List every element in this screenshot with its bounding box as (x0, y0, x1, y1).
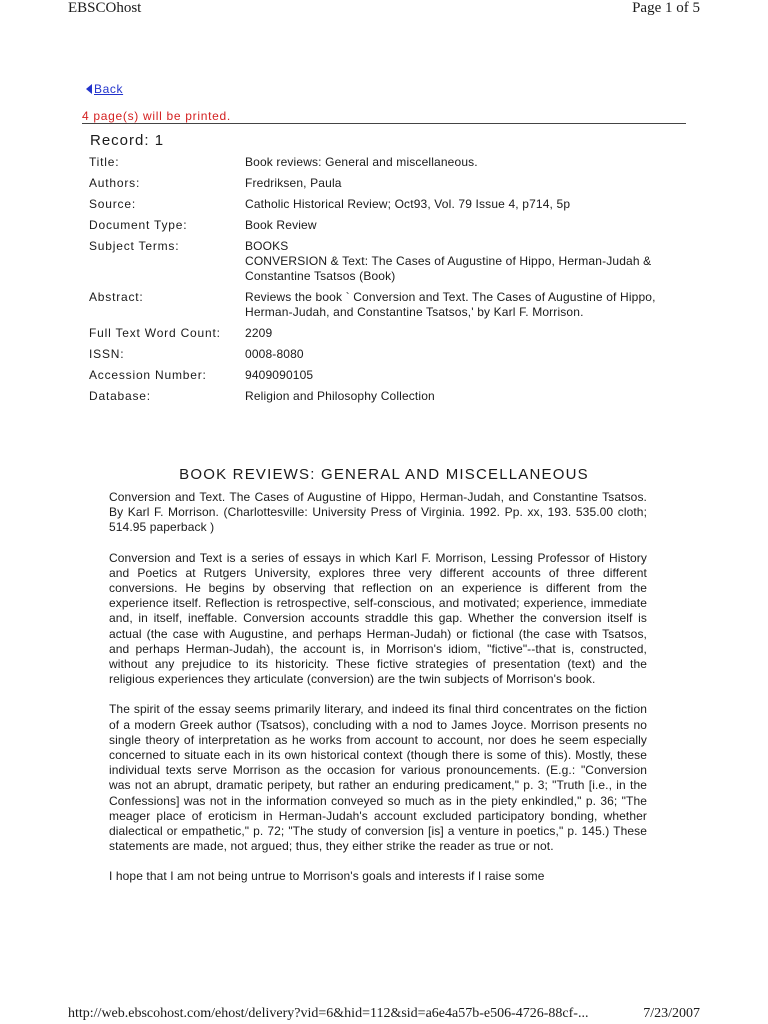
metadata-row (89, 176, 669, 191)
metadata-label: Document Type: (89, 218, 188, 232)
metadata-value-line: Book reviews: General and miscellaneous. (245, 155, 478, 169)
metadata-table (89, 155, 669, 410)
metadata-row (89, 218, 669, 233)
article-paragraph: Conversion and Text. The Cases of Augustine of Hippo, Herman-Judah, and Constantine Tsatsos. By Karl F. Morrison. (Charlottesville: University Press of Virginia. 1992. Pp. xx, 193. 535.00 cloth; 514.95 paperback ) (109, 490, 647, 535)
metadata-label: Accession Number: (89, 368, 207, 382)
page-indicator: Page 1 of 5 (632, 0, 700, 16)
metadata-label: Title: (89, 155, 120, 169)
metadata-value-line: 0008-8080 (245, 347, 304, 361)
metadata-value (245, 347, 669, 362)
metadata-value-line: Catholic Historical Review; Oct93, Vol. 79 Issue 4, p714, 5p (245, 197, 571, 211)
footer-url: http://web.ebscohost.com/ehost/delivery?vid=6&hid=112&sid=a6e4a57b-e506-4726-88cf-... (68, 1006, 589, 1021)
metadata-label: Subject Terms: (89, 239, 180, 253)
metadata-value (245, 368, 669, 383)
metadata-label: Source: (89, 197, 136, 211)
site-name: EBSCOhost (68, 0, 142, 16)
metadata-label: Database: (89, 389, 151, 403)
metadata-label: Abstract: (89, 290, 144, 304)
article-body (109, 490, 647, 900)
metadata-value (245, 326, 669, 341)
metadata-row (89, 239, 669, 284)
metadata-label: ISSN: (89, 347, 125, 361)
metadata-label: Authors: (89, 176, 141, 190)
metadata-value (245, 290, 669, 320)
metadata-row (89, 389, 669, 404)
metadata-value (245, 155, 669, 170)
metadata-value (245, 197, 669, 212)
metadata-row (89, 290, 669, 320)
metadata-value-line: 9409090105 (245, 368, 314, 382)
metadata-value (245, 239, 669, 284)
metadata-value-line: Book Review (245, 218, 317, 232)
metadata-value (245, 389, 669, 404)
metadata-row (89, 155, 669, 170)
metadata-value-line: 2209 (245, 326, 273, 340)
metadata-value-line: CONVERSION & Text: The Cases of Augustine of Hippo, Herman-Judah & Constantine Tsatsos (Book) (245, 254, 652, 283)
back-label[interactable]: Back (94, 82, 124, 96)
metadata-row (89, 326, 669, 341)
metadata-row (89, 347, 669, 362)
article-paragraph: I hope that I am not being untrue to Morrison's goals and interests if I raise some (109, 869, 545, 884)
divider (82, 123, 686, 124)
metadata-value (245, 218, 669, 233)
article-paragraph: The spirit of the essay seems primarily literary, and indeed its final third concentrates on the fiction of a modern Greek author (Tsatsos), concluding with a nod to James Joyce. Morrison presents no single theory of interpretation as he works from account to account, nor does he seem especially concerned to situate each in its own historical context (though there is some of this). Mostly, these individual texts serve Morrison as the occasion for various pronouncements. (E.g.: "Conversion was not an abrupt, dramatic peripety, but rather an enduring predicament," p. 3; "Truth [i.e., in the Confessions] was not in the information conveyed so much as in the piety enkindled," p. 36; "The meager place of eroticism in Herman-Judah's account excluded participatory bonding, whether dialectical or empathetic," p. 72; "The study of conversion [is] a venture in poetics," p. 145.) These statements are made, not argued; thus, they either strike the reader as true or not. (109, 702, 647, 854)
metadata-value (245, 176, 669, 191)
back-arrow-icon (86, 84, 92, 94)
record-heading: Record: 1 (90, 132, 165, 149)
metadata-value-line: BOOKS (245, 239, 289, 253)
metadata-value-line: Religion and Philosophy Collection (245, 389, 435, 403)
footer-date: 7/23/2007 (643, 1006, 700, 1021)
article-paragraph: Conversion and Text is a series of essays in which Karl F. Morrison, Lessing Professor of History and Poetics at Rutgers University, explores three very different accounts of three different conversions. He begins by observing that reflection on an experience is different from the experience itself. Reflection is retrospective, self-conscious, and motivated; experience, immediate and, in itself, ineffable. Conversion accounts straddle this gap. Whether the conversion itself is actual (the case with Augustine, and perhaps Herman-Judah) or fictional (the case with Tsatsos, and perhaps Herman-Judah), the account is, in Morrison's idiom, "fictive"--that is, constructed, without any prejudice to its historicity. These fictive strategies of presentation (text) and the religious experiences they articulate (conversion) are the twin subjects of Morrison's book. (109, 550, 647, 687)
print-notice: 4 page(s) will be printed. (82, 109, 231, 123)
metadata-label: Full Text Word Count: (89, 326, 221, 340)
metadata-value-line: Reviews the book ` Conversion and Text. The Cases of Augustine of Hippo, Herman-Judah, and Constantine Tsatsos,' by Karl F. Morrison. (245, 290, 656, 319)
metadata-row (89, 197, 669, 212)
metadata-value-line: Fredriksen, Paula (245, 176, 342, 190)
article-title: BOOK REVIEWS: GENERAL AND MISCELLANEOUS (179, 466, 589, 483)
metadata-row (89, 368, 669, 383)
back-link[interactable] (86, 82, 123, 96)
